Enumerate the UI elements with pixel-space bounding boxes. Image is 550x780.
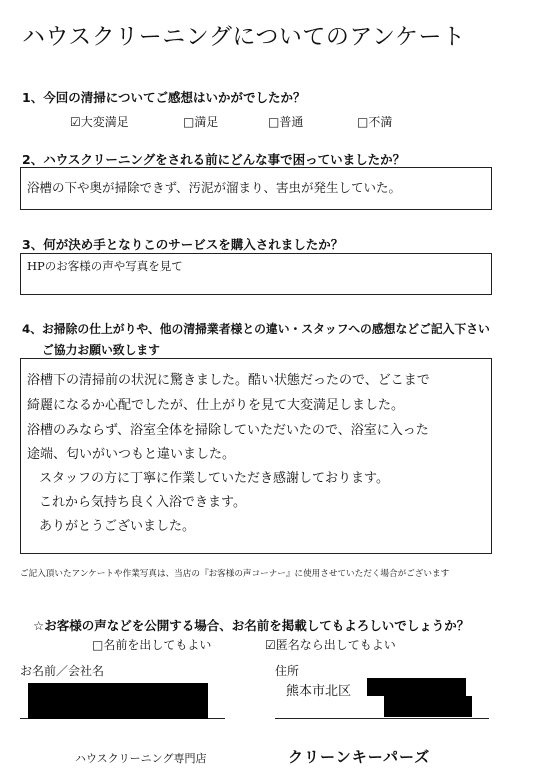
address-underline (275, 718, 489, 719)
address-field[interactable] (275, 678, 489, 718)
q4-answer-line: 途端、匂いがいつもと違いました。 (27, 447, 236, 462)
q2-answer-box[interactable] (20, 167, 492, 210)
q3-question: 3、何が決め手となりこのサービスを購入されましたか？ (22, 237, 344, 252)
q4-question-request: ご協力お願い致します (42, 343, 160, 357)
address-text: 熊本市北区 (286, 684, 352, 699)
name-field[interactable] (20, 683, 225, 718)
q1-question: 1、今回の清掃についてご感想はいかがでしたか？ (22, 90, 306, 105)
q5-option-name-ok[interactable]: □名前を出してもよい (92, 638, 212, 652)
q1-option-very-satisfied[interactable]: ☑大変満足 (70, 115, 129, 129)
q2-answer-text: 浴槽の下や奥が掃除できず、汚泥が溜まり、害虫が発生していた。 (27, 180, 402, 195)
q4-question: 4、お掃除の仕上がりや、他の清掃業者様との違い・スタッフへの感想などご記入下さい (22, 322, 490, 336)
q3-answer-box[interactable] (20, 253, 492, 295)
q5-question: ☆お客様の声などを公開する場合、お名前を掲載してもよろしいでしょうか？ (33, 618, 470, 633)
q2-question: 2、ハウスクリーニングをされる前にどんな事で困っていましたか？ (22, 152, 406, 167)
footer-shop-type: ハウスクリーニング専門店 (75, 752, 207, 765)
q4-answer-line: 綺麗になるか心配でしたが、仕上がりを見て大変満足しました。 (27, 398, 405, 413)
q3-answer-text: HPのお客様の声や写真を見て (27, 259, 183, 273)
q4-answer-line: スタッフの方に丁寧に作業していただき感謝しております。 (39, 471, 389, 486)
q4-answer-line: ありがとうございました。 (39, 519, 196, 534)
usage-notice: ご記入頂いたアンケートや作業写真は、当店の『お客様の声コーナー』に使用させていただく場合がございます (20, 569, 450, 579)
q4-answer-line: 浴槽下の清掃前の状況に驚きました。酷い状態だったので、どこまで (27, 373, 430, 388)
address-label: 住所 (275, 664, 300, 678)
q1-option-normal[interactable]: □普通 (268, 115, 304, 129)
q1-option-unsatisfied[interactable]: □不満 (357, 115, 393, 129)
q4-answer-box[interactable] (20, 358, 492, 554)
q4-answer-line: これから気持ち良く入浴できます。 (39, 495, 246, 510)
footer-brand-name: クリーンキーパーズ (288, 748, 431, 766)
q1-option-satisfied[interactable]: □満足 (183, 115, 219, 129)
survey-title: ハウスクリーニングについてのアンケート (22, 24, 466, 50)
q4-answer-line: 浴槽のみならず、浴室全体を掃除していただいたので、浴室に入った (27, 423, 429, 438)
q5-option-anonymous[interactable]: ☑匿名なら出してもよい (265, 638, 396, 652)
name-label: お名前／会社名 (20, 664, 105, 678)
